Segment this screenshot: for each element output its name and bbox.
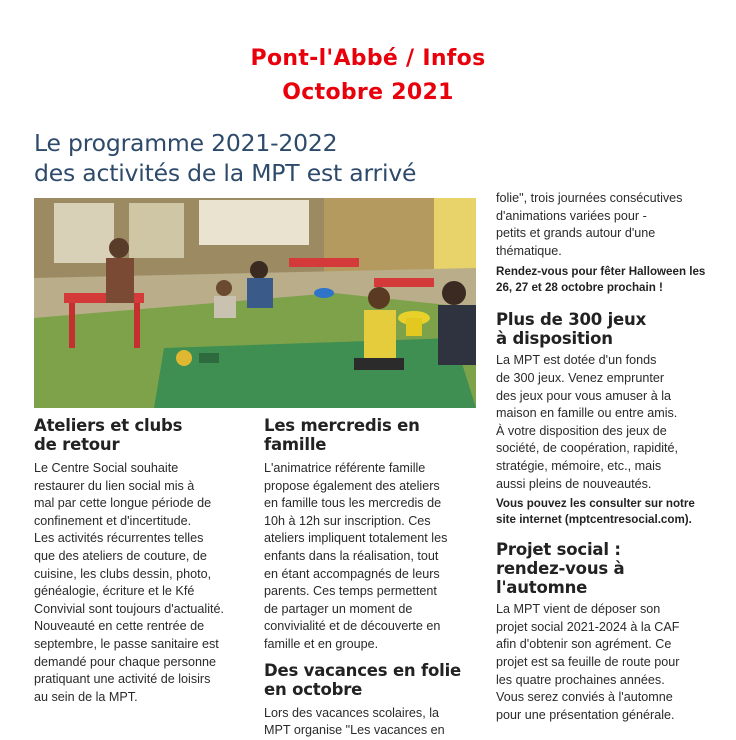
- activity-room-photo: [34, 198, 476, 408]
- heading-mercredis: Les mercredis en famille: [264, 416, 420, 454]
- text-line: propose également des ateliers: [264, 478, 440, 493]
- text-line: en étant accompagnés de leurs: [264, 566, 440, 581]
- headline-line-2: des activités de la MPT est arrivé: [34, 159, 417, 187]
- text-line: des jeux pour vous amuser à la: [496, 388, 672, 403]
- text-line: Lors des vacances scolaires, la: [264, 705, 439, 720]
- text-line: MPT organise "Les vacances en: [264, 723, 445, 738]
- page-header-title: Pont-l'Abbé / Infos: [250, 46, 486, 71]
- text-line: Le Centre Social souhaite: [34, 461, 179, 475]
- text-line: au sein de la MPT.: [34, 689, 138, 704]
- heading-ateliers-line-2: de retour: [34, 435, 120, 454]
- photo-illustration: [34, 198, 476, 408]
- text-line: pratiquant une activité de loisirs: [34, 672, 211, 687]
- text-line: thématique.: [496, 243, 562, 258]
- heading-ateliers-line-1: Ateliers et clubs: [34, 416, 183, 435]
- text-line: projet est sa feuille de route pour: [496, 654, 680, 669]
- heading-jeux: [496, 310, 718, 348]
- text-line: d'animations variées pour -: [496, 208, 647, 223]
- text-line: À votre disposition des jeux de: [496, 423, 667, 438]
- text-line: convivialité et de découverte en: [264, 619, 441, 634]
- column-ateliers: [34, 416, 256, 706]
- text-line: septembre, le passe sanitaire est: [34, 636, 219, 651]
- column-mercredis: [264, 416, 486, 740]
- text-line: parents. Ces temps permettent: [264, 584, 437, 599]
- text-line: aussi pleins de nouveautés.: [496, 476, 652, 491]
- text-line: afin d'obtenir son agrément. Ce: [496, 637, 672, 652]
- page-header-date: Octobre 2021: [282, 80, 454, 105]
- text-line: projet social 2021-2024 à la CAF: [496, 619, 680, 634]
- text-line: cuisine, les clubs dessin, photo,: [34, 566, 212, 581]
- heading-ateliers: [34, 416, 256, 454]
- text-line: mal par cette longue période de: [34, 496, 212, 511]
- heading-vacances-line-1: Des vacances en folie: [264, 660, 462, 680]
- text-line: enfants dans la réalisation, tout: [264, 548, 439, 563]
- text-line: en famille tous les mercredis de: [264, 496, 442, 511]
- halloween-notice-line-2: 26, 27 et 28 octobre prochain !: [496, 281, 663, 295]
- text-line: stratégie, mémoire, etc., mais: [496, 458, 662, 473]
- text-line: folie", trois journées consécutives: [496, 191, 683, 205]
- heading-jeux-line-1: Plus de 300 jeux: [496, 310, 647, 330]
- text-line: Vous serez conviés à l'automne: [496, 690, 673, 705]
- text-line: Nouveauté en cette rentrée de: [34, 619, 205, 634]
- text-line: ateliers impliquent totalement les: [264, 531, 448, 546]
- text-line: maison en famille ou entre amis.: [496, 406, 678, 421]
- text-line: Convivial sont toujours d'actualité.: [34, 601, 225, 616]
- text-line: restaurer du lien social mis à: [34, 478, 195, 493]
- heading-projet-social: [496, 540, 718, 597]
- text-line: de 300 jeux. Venez emprunter: [496, 370, 665, 385]
- halloween-notice-line-1: Rendez-vous pour fêter Halloween les: [496, 265, 706, 279]
- text-line: 10h à 12h sur inscription. Ces: [264, 513, 431, 528]
- text-line: les quatre prochaines années.: [496, 672, 665, 687]
- text-line: L'animatrice référente famille: [264, 461, 426, 475]
- heading-vacances: [264, 661, 486, 699]
- text-line: de partager un moment de: [264, 601, 413, 616]
- text-line: petits et grands autour d'une: [496, 226, 656, 241]
- heading-projet-line-1: Projet social :: [496, 540, 621, 560]
- text-line: pour une présentation générale.: [496, 707, 675, 722]
- heading-vacances-line-2: en octobre: [264, 679, 363, 699]
- text-line: que des ateliers de couture, de: [34, 548, 207, 563]
- column-jeux-projet: [496, 190, 718, 724]
- text-line: famille et en groupe.: [264, 636, 379, 651]
- text-line: La MPT est dotée d'un fonds: [496, 353, 657, 368]
- article-headline: [34, 128, 464, 188]
- headline-line-1: Le programme 2021-2022: [34, 129, 338, 157]
- heading-jeux-line-2: à disposition: [496, 329, 613, 349]
- website-notice-line-1: Vous pouvez les consulter sur notre: [496, 497, 695, 511]
- text-line: Les activités récurrentes telles: [34, 531, 204, 546]
- text-line: société, de coopération, rapidité,: [496, 441, 679, 456]
- text-line: confinement et d'incertitude.: [34, 513, 192, 528]
- text-line: généalogie, écriture et le Kfé: [34, 584, 195, 599]
- heading-projet-line-2: rendez-vous à l'automne: [496, 559, 625, 598]
- text-line: demandé pour chaque personne: [34, 654, 217, 669]
- website-notice-line-2: site internet (mptcentresocial.com).: [496, 513, 692, 527]
- text-line: La MPT vient de déposer son: [496, 602, 661, 617]
